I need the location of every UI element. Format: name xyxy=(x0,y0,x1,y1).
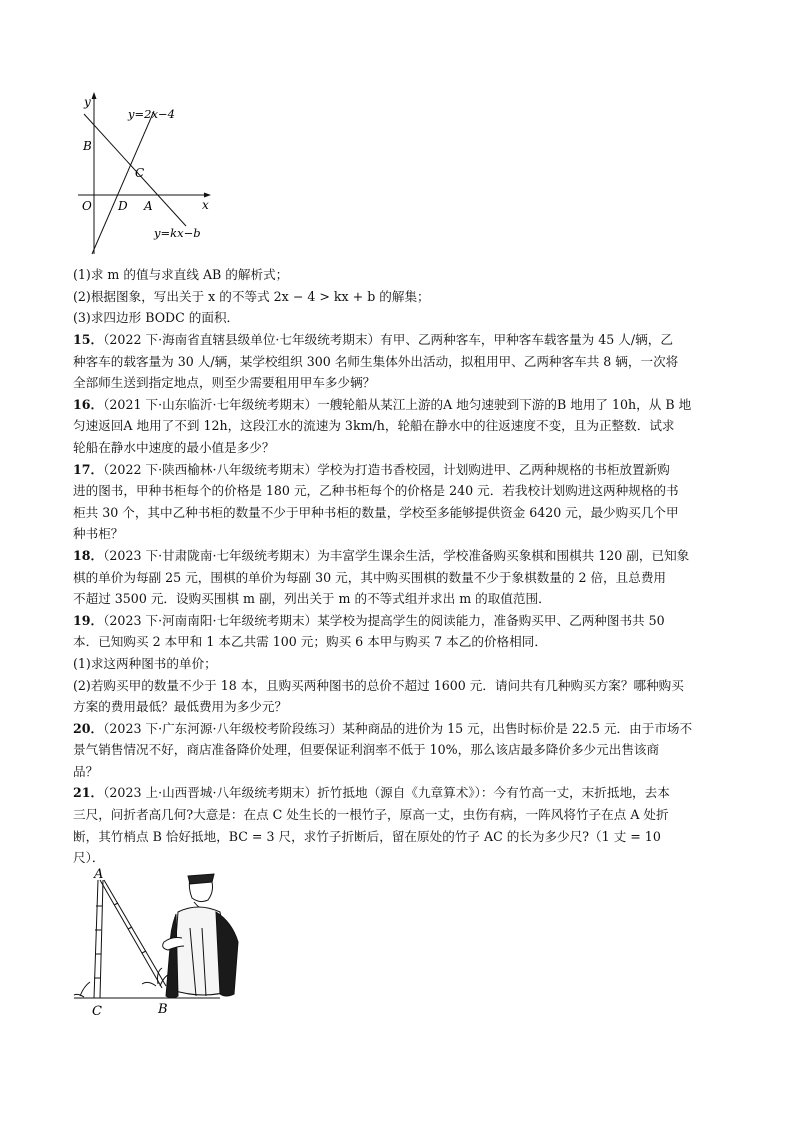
line2-equation: y=kx−b xyxy=(154,226,201,240)
question-17 xyxy=(73,459,733,545)
coordinate-graph xyxy=(72,88,222,260)
point-a-label: A xyxy=(144,199,153,213)
question-text: 尺）． xyxy=(73,850,105,866)
question-text: （2021 下·山东临沂·七年级统考期末）一艘轮船从某江上游的A 地匀速驶到下游的B 地用了 10h，从 B 地 xyxy=(103,396,692,412)
question-number: 15． xyxy=(73,332,104,347)
question-text: 不超过 3500 元．设购买围棋 m 副，列出关于 m 的不等式组并求出 m 的取值范围． xyxy=(73,591,551,607)
bamboo-scholar-illustration xyxy=(70,868,250,1018)
question-text: 进的图书，甲种书柜每个的价格是 180 元，乙种书柜每个的价格是 240 元．若我校计划购进这两种规格的书 xyxy=(73,483,679,499)
x-axis-arrow xyxy=(204,193,211,198)
question-text: 棋的单价为每副 25 元，围棋的单价为每副 30 元，其中购买围棋的数量不少于象棋数量的 2 倍，且总费用 xyxy=(73,569,667,585)
question-number: 20． xyxy=(73,720,104,736)
question-text: 断，其竹梢点 B 恰好抵地，BC = 3 尺，求竹子折断后，留在原处的竹子 AC 的长为多少尺?（1 丈 = 10 xyxy=(73,828,661,844)
question-text: 全部师生送到指定地点，则至少需要租用甲车多少辆？ xyxy=(73,375,376,391)
question-14-parts xyxy=(73,264,733,329)
point-b-label: B xyxy=(83,139,92,153)
question-text: 柜共 30 个，其中乙种书柜的数量不少于甲种书柜的数量，学校至多能够提供资金 6420 元，最少购买几个甲 xyxy=(73,504,679,520)
question-text: （2023 下·甘肃陇南·七年级统考期末）为丰富学生课余生活，学校准备购买象棋和围棋共 120 副，已知象 xyxy=(103,547,690,563)
question-text: 方案的费用最低？最低费用为多少元？ xyxy=(73,699,288,715)
y-axis-label: y xyxy=(84,95,91,109)
y-axis-arrow xyxy=(92,92,97,99)
question-text: 三尺，问折者高几何?大意是：在点 C 处生长的一根竹子，原高一丈，虫伤有病，一阵风将竹子在点 A 处折 xyxy=(73,807,669,823)
question-number: 18． xyxy=(73,547,104,563)
origin-label: O xyxy=(82,199,92,213)
question-list xyxy=(73,329,733,869)
line1-equation: y=2x−4 xyxy=(128,107,175,121)
scholar-figure xyxy=(163,874,238,998)
x-axis-label: x xyxy=(202,198,209,212)
question-text: 匀速返回A 地用了不到 12h，这段江水的流速为 3km/h，轮船在静水中的往返速度不变，且为正整数．试求 xyxy=(73,418,675,434)
question-text: （2023 下·广东河源·八年级校考阶段练习）某种商品的进价为 15 元，出售时标价是 22.5 元．由于市场不 xyxy=(103,720,693,736)
question-15 xyxy=(73,329,733,394)
question-text: （2022 下·陕西榆林·八年级统考期末）学校为打造书香校园，计划购进甲、乙两种规格的书柜放置新购 xyxy=(103,461,670,477)
question-text: 种书柜？ xyxy=(73,526,124,542)
question-number: 17． xyxy=(73,461,104,477)
question-text: （2023 上·山西晋城·八年级统考期末）折竹抵地（源自《九章算术》）：今有竹高一丈，末折抵地，去本 xyxy=(103,785,670,801)
point-d-label: D xyxy=(118,199,128,213)
q14-part-1: (1)求 m 的值与求直线 AB 的解析式； xyxy=(73,267,289,282)
illustration-label-c: C xyxy=(92,1004,102,1018)
q14-part-3: (3)求四边形 BODC 的面积． xyxy=(73,310,240,326)
question-21 xyxy=(73,782,733,868)
question-text: 本．已知购买 2 本甲和 1 本乙共需 100 元；购买 6 本甲与购买 7 本乙的价格相同． xyxy=(73,634,547,650)
bamboo-standing xyxy=(94,880,103,998)
question-20 xyxy=(73,718,733,783)
illustration-label-a: A xyxy=(94,868,104,882)
question-text: 品？ xyxy=(73,763,99,779)
bamboo-broken xyxy=(100,880,166,988)
question-text: (2)若购买甲的数量不少于 18 本，且购买两种图书的总价不超过 1600 元．请问共有几种购买方案？哪种购买 xyxy=(73,677,684,693)
question-number: 21． xyxy=(73,785,104,801)
question-19 xyxy=(73,610,733,718)
question-text: 种客车的载客量为 30 人/辆，某学校组织 300 名师生集体外出活动，拟租用甲、乙两种客车共 8 辆，一次将 xyxy=(73,353,679,369)
question-text: （2023 下·河南南阳·七年级统考期末）某学校为提高学生的阅读能力，准备购买甲、乙两种图书共 50 xyxy=(103,612,665,628)
question-text: (1)求这两种图书的单价； xyxy=(73,655,217,671)
question-18 xyxy=(73,545,733,610)
question-text: （2022 下·海南省直辖县级单位·七年级统考期末）有甲、乙两种客车，甲种客车载客量为 45 人/辆，乙 xyxy=(103,332,673,347)
bamboo-leaves xyxy=(74,968,170,997)
q14-part-2: (2)根据图象，写出关于 x 的不等式 2x − 4 > kx + b 的解集； xyxy=(73,288,430,304)
question-number: 19． xyxy=(73,612,104,628)
point-c-label: C xyxy=(135,166,145,180)
question-text: 景气销售情况不好，商店准备降价处理，但要保证利润率不低于 10%，那么该店最多降价多少元出售该商 xyxy=(73,742,660,758)
question-text: 轮船在静水中速度的最小值是多少？ xyxy=(73,439,275,455)
illustration-label-b: B xyxy=(158,1002,168,1017)
question-16 xyxy=(73,394,733,459)
question-number: 16． xyxy=(73,396,104,412)
